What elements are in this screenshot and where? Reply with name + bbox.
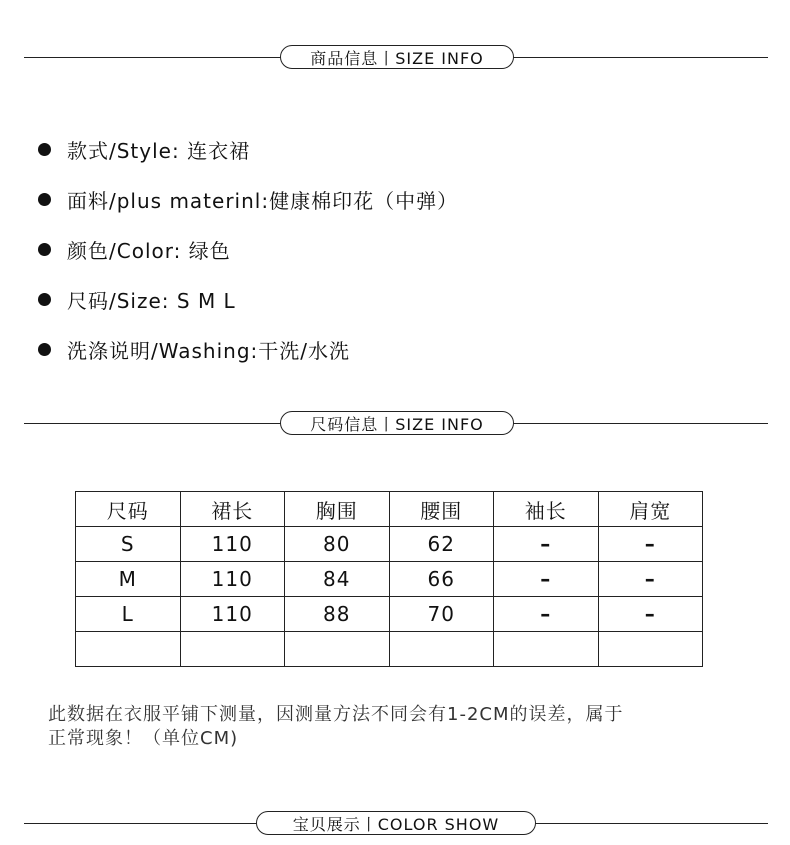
section-title-size-info: 尺码信息丨SIZE INFO: [280, 411, 514, 435]
table-cell: 66: [389, 562, 494, 597]
spec-item-size: [38, 274, 738, 324]
header-shoulder: 肩宽: [598, 492, 703, 527]
section-divider-product-info: [24, 45, 768, 69]
header-sleeve: 袖长: [494, 492, 599, 527]
table-cell: 80: [285, 527, 390, 562]
table-cell: 110: [180, 562, 285, 597]
note-line-2: 正常现象！（单位CM): [48, 728, 239, 749]
bullet-icon: [38, 243, 51, 256]
table-cell: [389, 632, 494, 667]
bullet-icon: [38, 193, 51, 206]
bullet-icon: [38, 343, 51, 356]
note-line-1: 此数据在衣服平铺下测量，因测量方法不同会有1-2CM的误差，属于: [48, 704, 624, 725]
table-cell: –: [494, 562, 599, 597]
spec-item-fabric: [38, 174, 738, 224]
section-title-color-show: 宝贝展示丨COLOR SHOW: [256, 811, 536, 835]
table-header-row: [76, 492, 703, 527]
table-cell: 62: [389, 527, 494, 562]
measurement-note: [48, 703, 748, 751]
size-chart-table: [75, 491, 703, 667]
bullet-icon: [38, 293, 51, 306]
spec-text: 款式/Style: 连衣裙: [67, 138, 251, 163]
spec-item-color: [38, 224, 738, 274]
section-divider-size-info: [24, 411, 768, 435]
spec-item-washing: [38, 324, 738, 374]
table-cell: –: [598, 562, 703, 597]
table-cell: –: [494, 527, 599, 562]
header-waist: 腰围: [389, 492, 494, 527]
spec-item-style: [38, 124, 738, 174]
header-size: 尺码: [76, 492, 181, 527]
spec-text: 尺码/Size: S M L: [67, 288, 236, 313]
table-cell: 88: [285, 597, 390, 632]
table-cell: [180, 632, 285, 667]
header-bust: 胸围: [285, 492, 390, 527]
table-cell: –: [494, 597, 599, 632]
table-cell: M: [76, 562, 181, 597]
table-cell: [285, 632, 390, 667]
table-row: [76, 597, 703, 632]
table-cell: 84: [285, 562, 390, 597]
table-cell: S: [76, 527, 181, 562]
spec-text: 面料/plus materinl:健康棉印花（中弹）: [67, 188, 459, 213]
spec-text: 颜色/Color: 绿色: [67, 238, 231, 263]
product-spec-list: [38, 124, 738, 374]
table-cell: –: [598, 527, 703, 562]
table-cell: 70: [389, 597, 494, 632]
section-title-product-info: 商品信息丨SIZE INFO: [280, 45, 514, 69]
table-cell: 110: [180, 597, 285, 632]
table-row: [76, 632, 703, 667]
table-cell: [76, 632, 181, 667]
table-row: [76, 562, 703, 597]
table-cell: –: [598, 597, 703, 632]
header-length: 裙长: [180, 492, 285, 527]
table-row: [76, 527, 703, 562]
section-divider-color-show: [24, 811, 768, 835]
table-cell: [598, 632, 703, 667]
table-cell: 110: [180, 527, 285, 562]
table-cell: [494, 632, 599, 667]
bullet-icon: [38, 143, 51, 156]
table-cell: L: [76, 597, 181, 632]
spec-text: 洗涤说明/Washing:干洗/水洗: [67, 338, 350, 363]
